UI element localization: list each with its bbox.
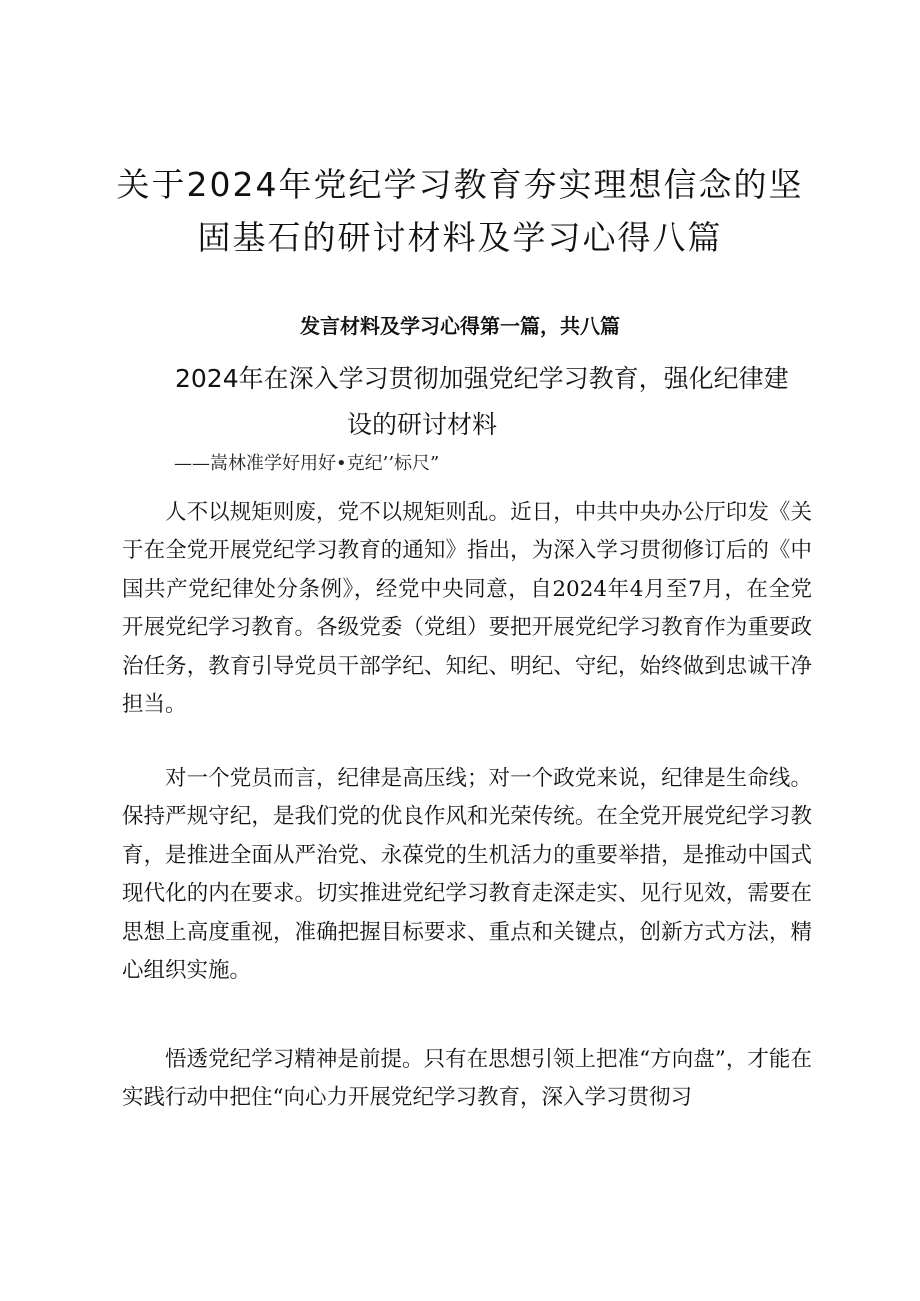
- article-title-line-1: 2024年在深入学习贯彻加强党纪学习教育，强化纪律建: [175, 364, 789, 393]
- section-label: 发言材料及学习心得第一篇，共八篇: [300, 314, 620, 338]
- document-title: [100, 158, 820, 264]
- document-title-line-1: 关于2024年党纪学习教育夯实理想信念的坚: [116, 165, 804, 204]
- body-paragraph-1: 人不以规矩则废，党不以规矩则乱。近日，中共中央办公厅印发《关于在全党开展党纪学习教育的通知》指出，为深入学习贯彻修订后的《中国共产党纪律处分条例》，经党中央同意，自2024年4月至7月，在全党开展党纪学习教育。各级党委（党组）要把开展党纪学习教育作为重要政治任务，教育引导党员干部学纪、知纪、明纪、守纪，始终做到忠诚干净担当。: [122, 500, 812, 718]
- article-subtitle: ——嵩林准学好用好•克纪’’标尺”: [174, 453, 440, 474]
- body-paragraph-2: 对一个党员而言，纪律是高压线；对一个政党来说，纪律是生命线。保持严规守纪，是我们党的优良作风和光荣传统。在全党开展党纪学习教育，是推进全面从严治党、永葆党的生机活力的重要举措，是推动中国式现代化的内在要求。切实推进党纪学习教育走深走实、见行见效，需要在思想上高度重视，准确把握目标要求、重点和关键点，创新方式方法，精心组织实施。: [122, 766, 812, 984]
- body-paragraph-3: 悟透党纪学习精神是前提。只有在思想引领上把准“方向盘”，才能在实践行动中把住“向心力开展党纪学习教育，深入学习贯彻习: [122, 1047, 812, 1111]
- document-title-line-2: 固基石的研讨材料及学习心得八篇: [197, 218, 723, 257]
- article-title: [120, 356, 820, 448]
- article-title-line-2: 设的研讨材料: [347, 410, 498, 439]
